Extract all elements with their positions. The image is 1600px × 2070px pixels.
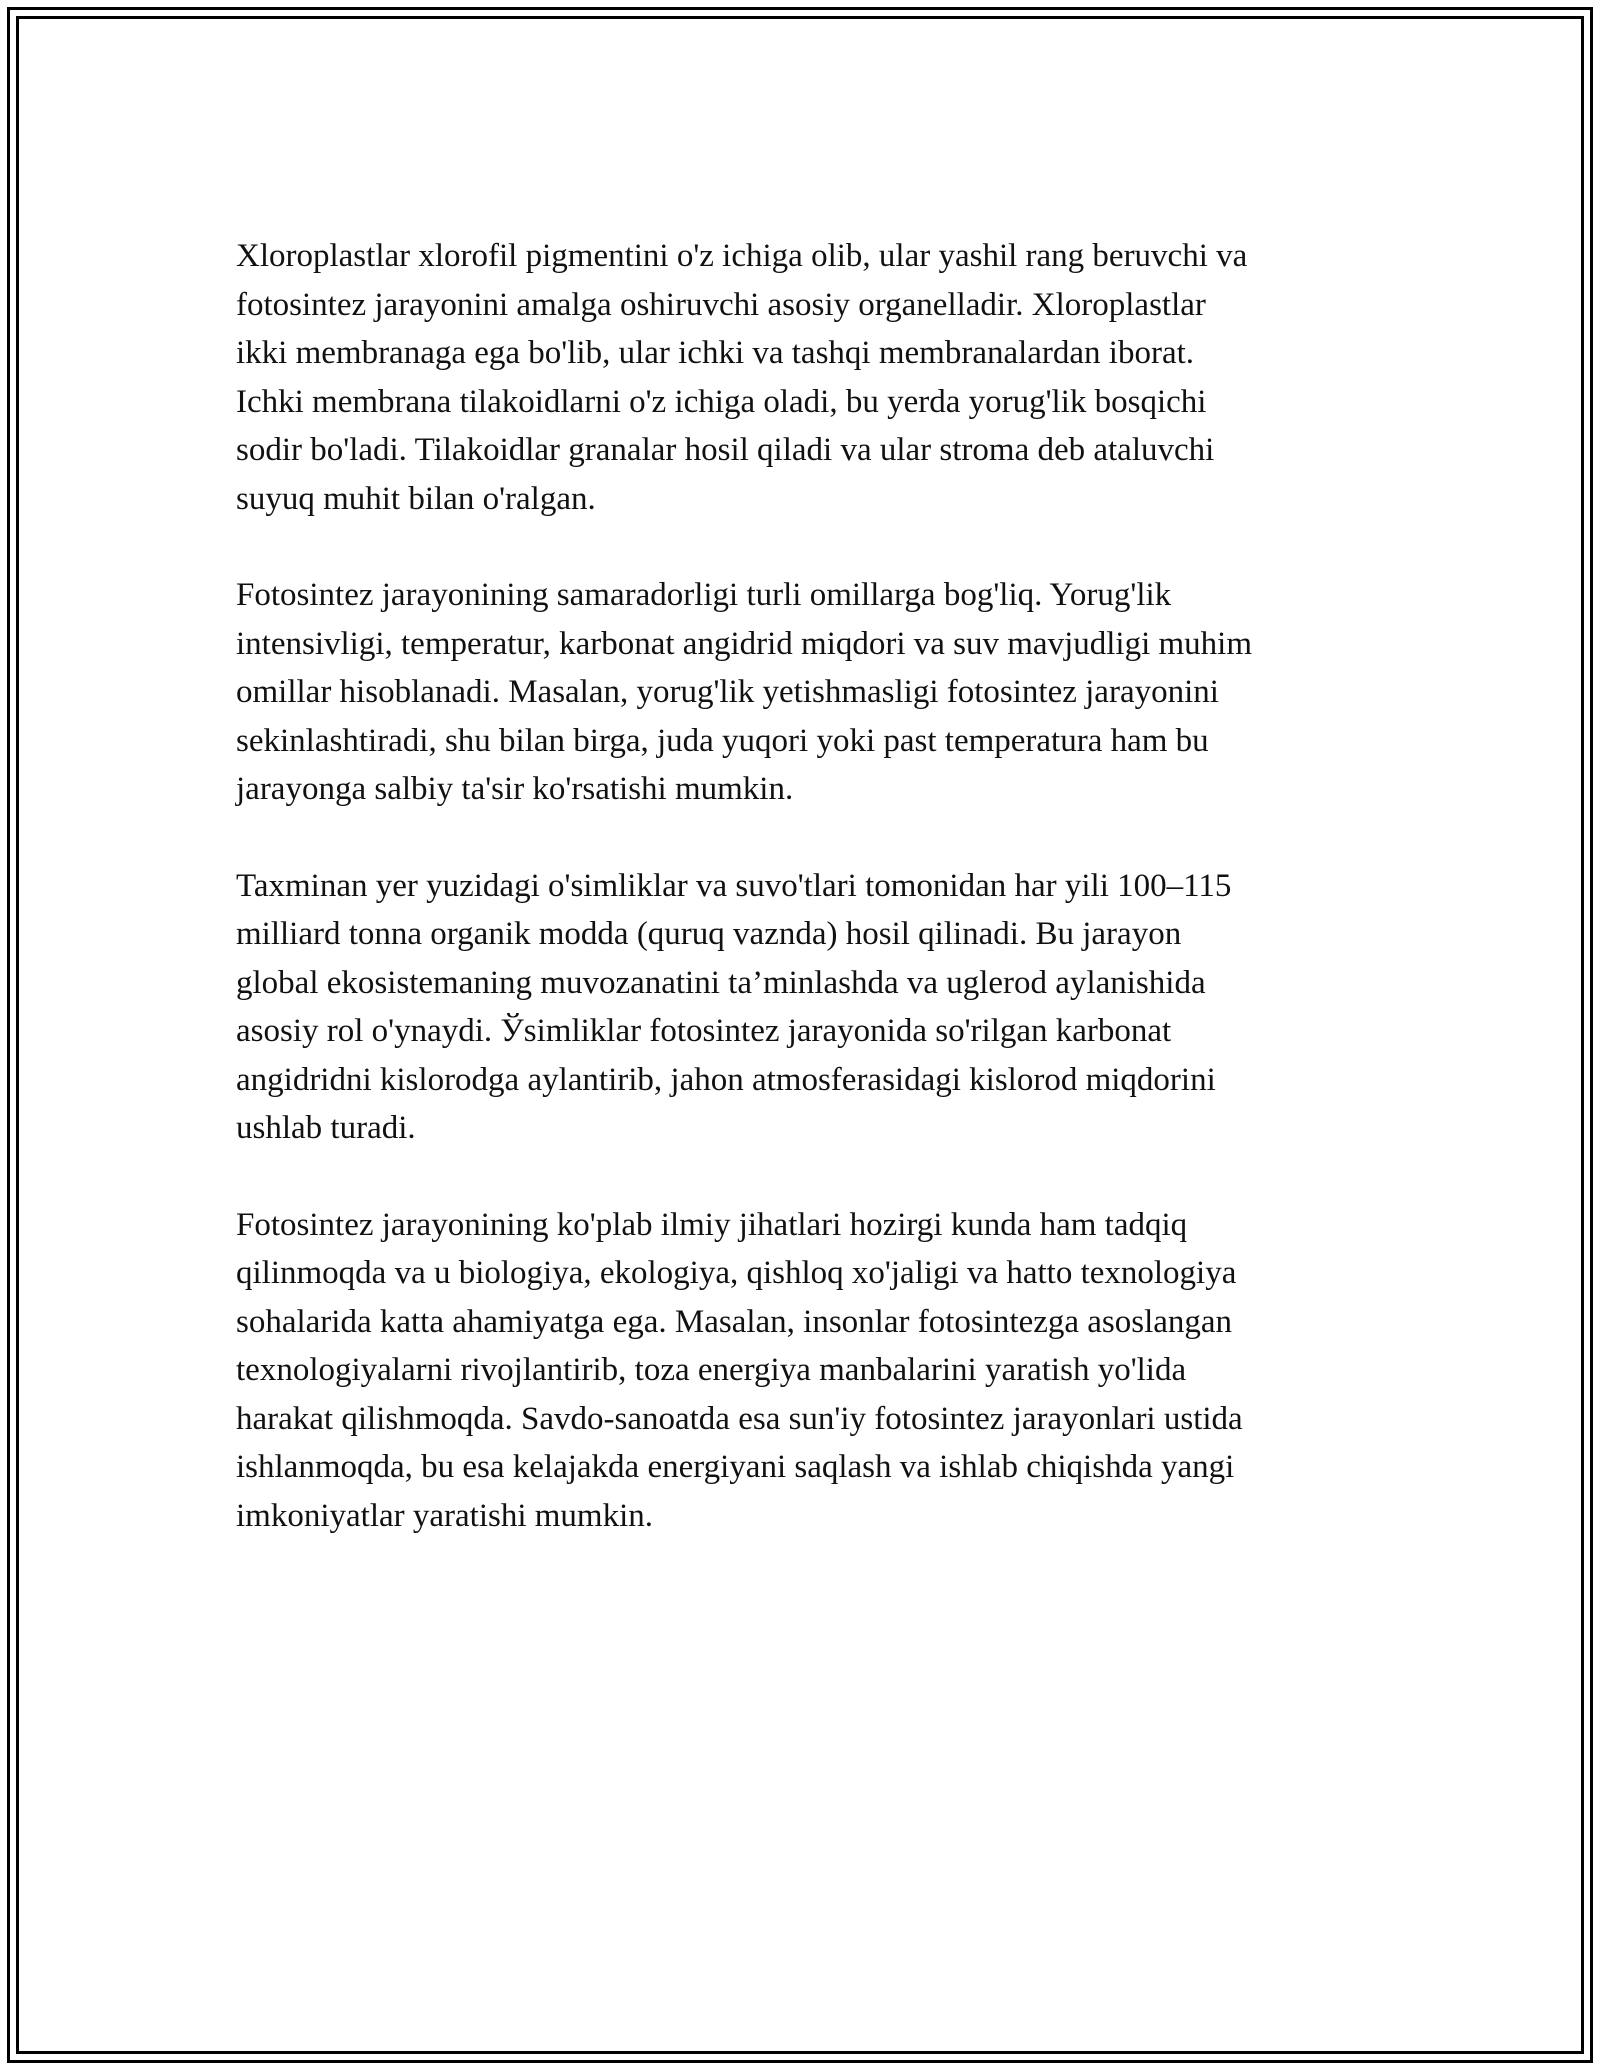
document-body [236,232,1376,1540]
paragraph-chloroplasts: Xloroplastlar xlorofil pigmentini o'z ichiga olib, ular yashil rang beruvchi va fotosintez jarayonini amalga oshiruvchi asosiy organelladir. Xloroplastlar ikki membranaga ega bo'lib, ular ichki va tashqi membranalardan iborat. Ichki membrana tilakoidlarni o'z ichiga oladi, bu yerda yorug'lik bosqichi sodir bo'ladi. Tilakoidlar granalar hosil qiladi va ular stroma deb ataluvchi suyuq muhit bilan o'ralgan. [236,238,1248,517]
paragraph-research-applications: Fotosintez jarayonining ko'plab ilmiy jihatlari hozirgi kunda ham tadqiq qilinmoqda va u biologiya, ekologiya, qishloq xo'jaligi va hatto texnologiya sohalarida katta ahamiyatga ega. Masalan, insonlar fotosintezga asoslangan texnologiyalarni rivojlantirib, toza energiya manbalarini yaratish yo'lida harakat qilishmoqda. Savdo-sanoatda esa sun'iy fotosintez jarayonlari ustida ishlanmoqda, bu esa kelajakda energiyani saqlash va ishlab chiqishda yangi imkoniyatlar yaratishi mumkin. [236,1206,1243,1534]
paragraph-efficiency-factors: Fotosintez jarayonining samaradorligi turli omillarga bog'liq. Yorug'lik intensivligi, temperatur, karbonat angidrid miqdori va suv mavjudligi muhim omillar hisoblanadi. Masalan, yorug'lik yetishmasligi fotosintez jarayonini sekinlashtiradi, shu bilan birga, juda yuqori yoki past temperatura ham bu jarayonga salbiy ta'sir ko'rsatishi mumkin. [236,577,1253,807]
paragraph-global-production: Taxminan yer yuzidagi o'simliklar va suvo'tlari tomonidan har yili 100–115 milliard tonna organik modda (quruq vaznda) hosil qilinadi. Bu jarayon global ekosistemaning muvozanatini ta’minlashda va uglerod aylanishida asosiy rol o'ynaydi. Ўsimliklar fotosintez jarayonida so'rilgan karbonat angidridni kislorodga aylantirib, jahon atmosferasidagi kislorod miqdorini ushlab turadi. [236,867,1232,1146]
